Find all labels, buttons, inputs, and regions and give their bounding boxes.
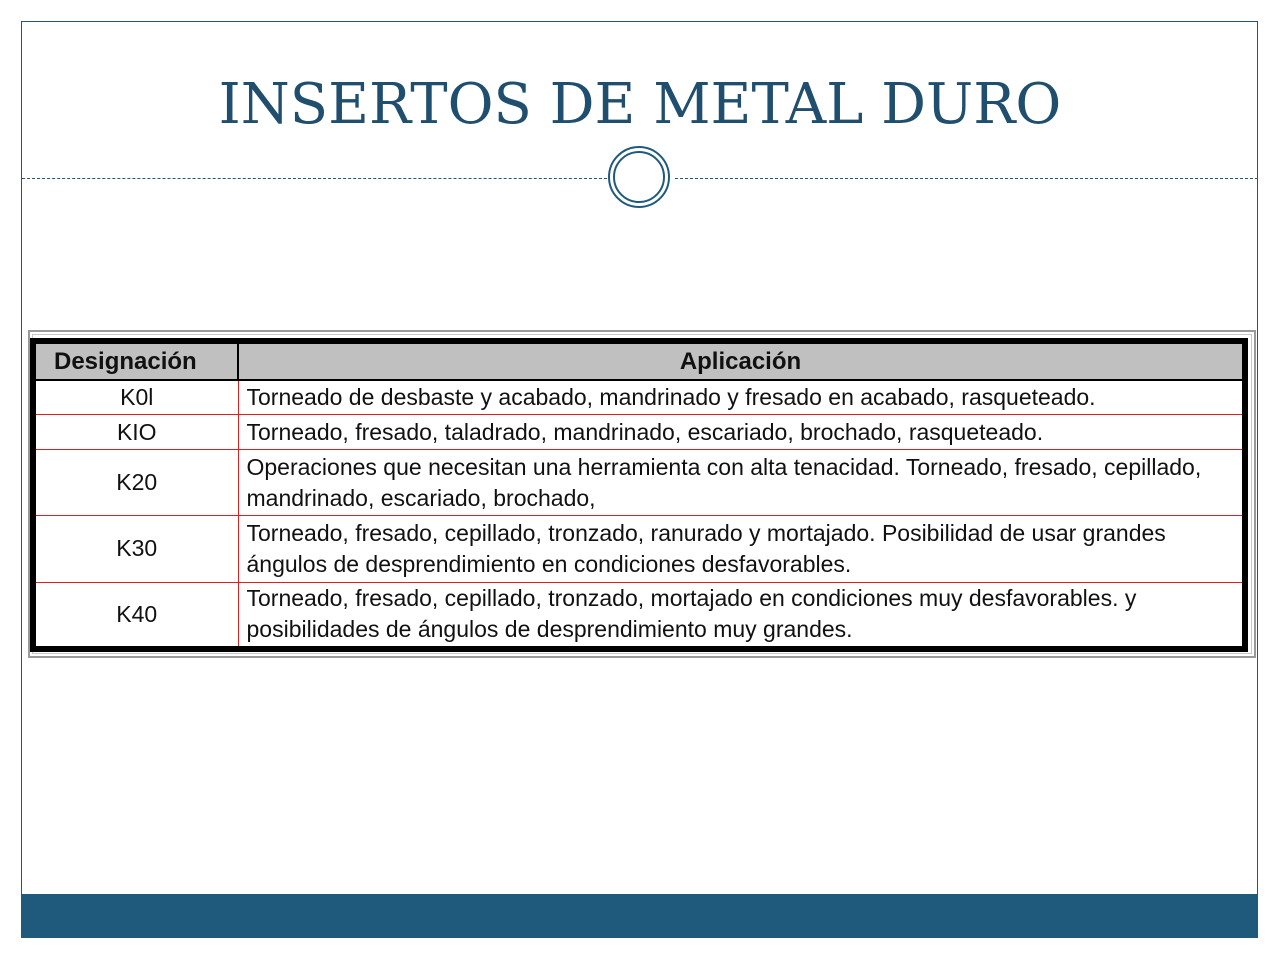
table-row: [33, 415, 1245, 450]
column-header-application: Aplicación: [238, 341, 1245, 380]
table-row: [33, 516, 1245, 582]
designation-cell: K40: [33, 582, 238, 649]
table-row: [33, 449, 1245, 515]
slide-title: INSERTOS DE METAL DURO: [218, 72, 1062, 137]
application-cell: Torneado de desbaste y acabado, mandrinado y fresado en acabado, rasqueteado.: [246, 384, 1096, 411]
title-divider-left: [22, 178, 607, 179]
application-cell: Torneado, fresado, taladrado, mandrinado, escariado, brochado, rasqueteado.: [238, 415, 1245, 450]
application-cell: Torneado, fresado, cepillado, tronzado, ranurado y mortajado. Posibilidad de usar grandes ángulos de desprendimiento en condiciones desfavorables.: [238, 516, 1245, 582]
inserts-table: [30, 338, 1248, 652]
designation-cell: KIO: [33, 415, 238, 450]
table-header-row: [33, 341, 1245, 380]
application-cell: Operaciones que necesitan una herramienta con alta tenacidad. Torneado, fresado, cepillado, mandrinado, escariado, brochado,: [238, 449, 1245, 515]
circle-ornament-icon: [607, 144, 671, 208]
title-divider-right: [675, 178, 1258, 179]
table-row: [33, 380, 1245, 415]
column-header-designation: Designación: [33, 341, 238, 380]
footer-bar: [21, 894, 1258, 938]
designation-cell: K30: [33, 516, 238, 582]
designation-cell: K0l: [33, 380, 238, 415]
designation-cell: K20: [33, 449, 238, 515]
application-cell: Torneado, fresado, cepillado, tronzado, mortajado en condiciones muy desfavorables. y posibilidades de ángulos de desprendimiento muy grandes.: [238, 582, 1245, 649]
table-row: [33, 582, 1245, 649]
